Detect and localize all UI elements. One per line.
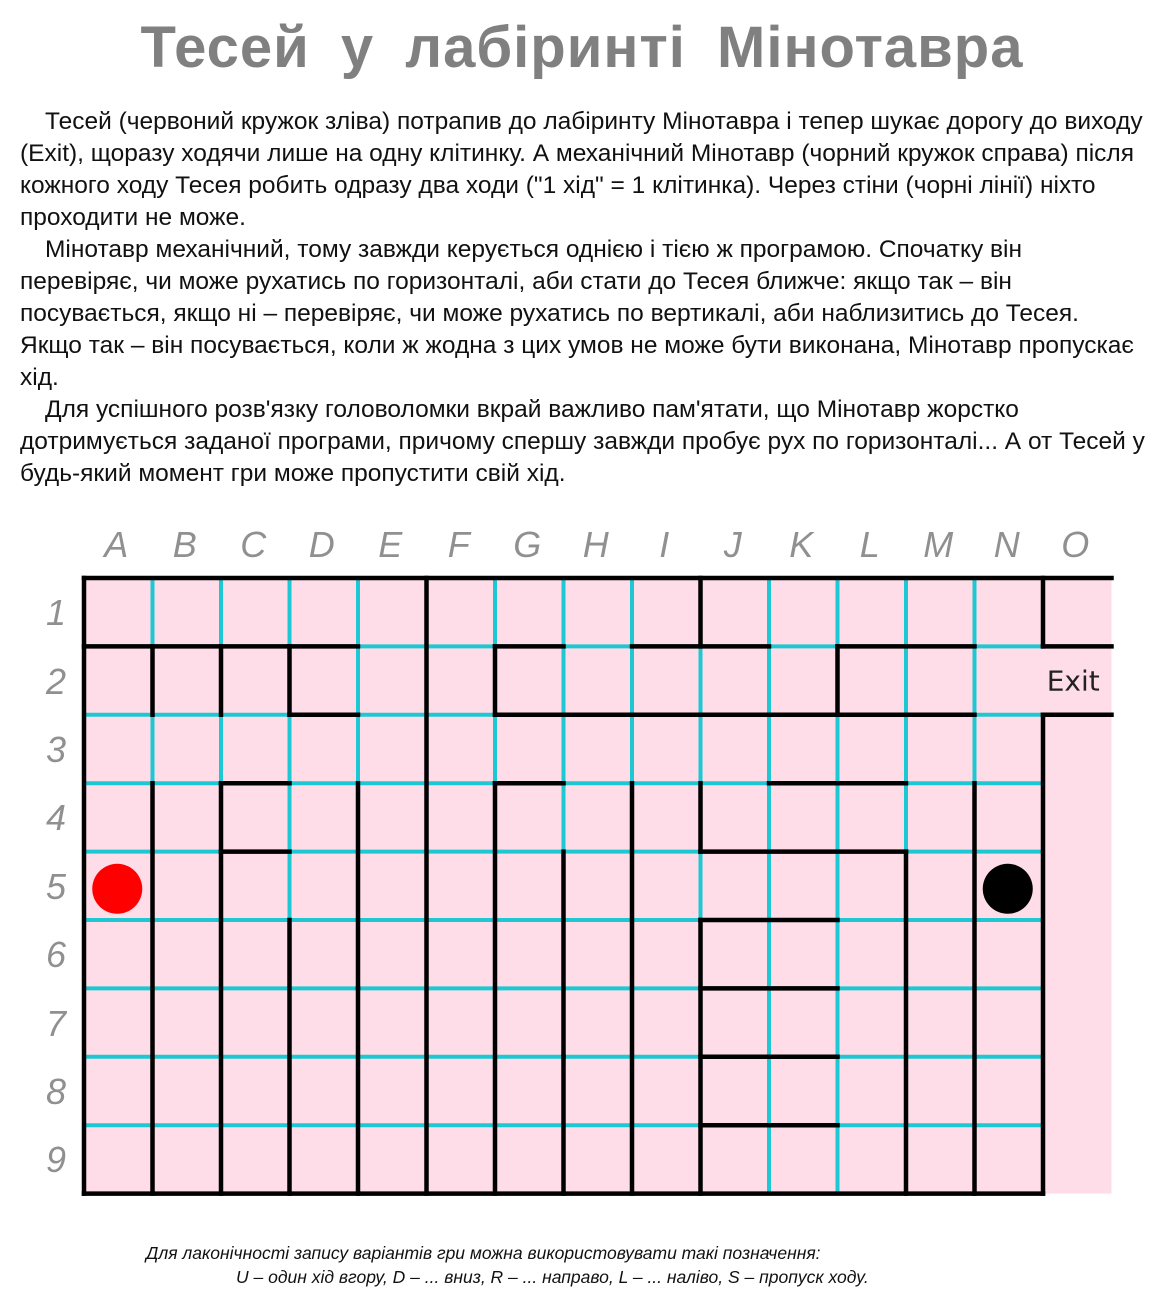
column-label: D [308,524,335,565]
column-label: H [582,524,609,565]
column-label: B [172,524,197,565]
notation-note: Для лаконічності запису варіантів гри можна використовувати такі позначення: [146,1243,821,1263]
column-label: C [240,524,267,565]
column-label: K [789,524,814,565]
row-label: 3 [45,729,67,770]
row-label: 6 [45,934,67,976]
column-label: A [104,524,129,565]
row-label: 1 [45,592,67,634]
row-label: 5 [45,865,67,907]
column-label: O [1061,524,1090,565]
minotaur-piece [983,864,1033,914]
page-title: Тесей у лабіринті Мінотавра [140,15,1024,80]
row-label: 7 [45,1002,67,1044]
intro-paragraph: Тесей (червоний кружок зліва) потрапив до лабіринту Мінотавра і тепер шукає дорогу до виходу (Exit), щоразу ходячи лише на одну клітинку. А механічний Мінотавр (чорний кружок справа) після кожного ходу Тесея робить одразу два ходи ("1 хід" = 1 клітинка). Через стіни (чорні лінії) ніхто проходити не може. [20,108,1143,231]
column-label: G [513,524,542,565]
column-label: E [378,524,403,565]
column-label: N [993,524,1020,565]
theseus-piece [92,864,142,914]
row-label: 2 [45,660,67,702]
row-label: 8 [45,1071,67,1112]
board-background [84,578,1112,1194]
exit-label: Exit [1046,664,1100,698]
column-label: I [659,524,670,565]
column-label: F [447,524,470,565]
notation-legend: U – один хід вгору, D – ... вниз, R – ... направо, L – ... наліво, S – пропуск ходу. [236,1267,869,1287]
column-label: J [723,524,742,565]
row-label: 4 [45,797,67,839]
minotaur-rules-paragraph: Мінотавр механічний, тому завжди керується однією і тією ж програмою. Спочатку він перевіряє, чи може рухатись по горизонталі, аби стати до Тесея ближче: якщо так – він посувається, якщо ні – перевіряє, чи може рухатись по вертикалі, аби наблизитись до Тесея. Якщо так – він посувається, коли ж жодна з цих умов не може бути виконана, Мінотавр пропускає хід. [20,236,1134,391]
row-label: 9 [45,1139,67,1181]
hint-paragraph: Для успішного розв'язку головоломки вкрай важливо пам'ятати, що Мінотавр жорстко дотримується заданої програми, причому спершу завжди пробує рух по горизонталі... А от Тесей у будь-який момент гри може пропустити свій хід. [20,396,1145,487]
column-label: M [923,524,954,565]
column-label: L [859,524,880,565]
